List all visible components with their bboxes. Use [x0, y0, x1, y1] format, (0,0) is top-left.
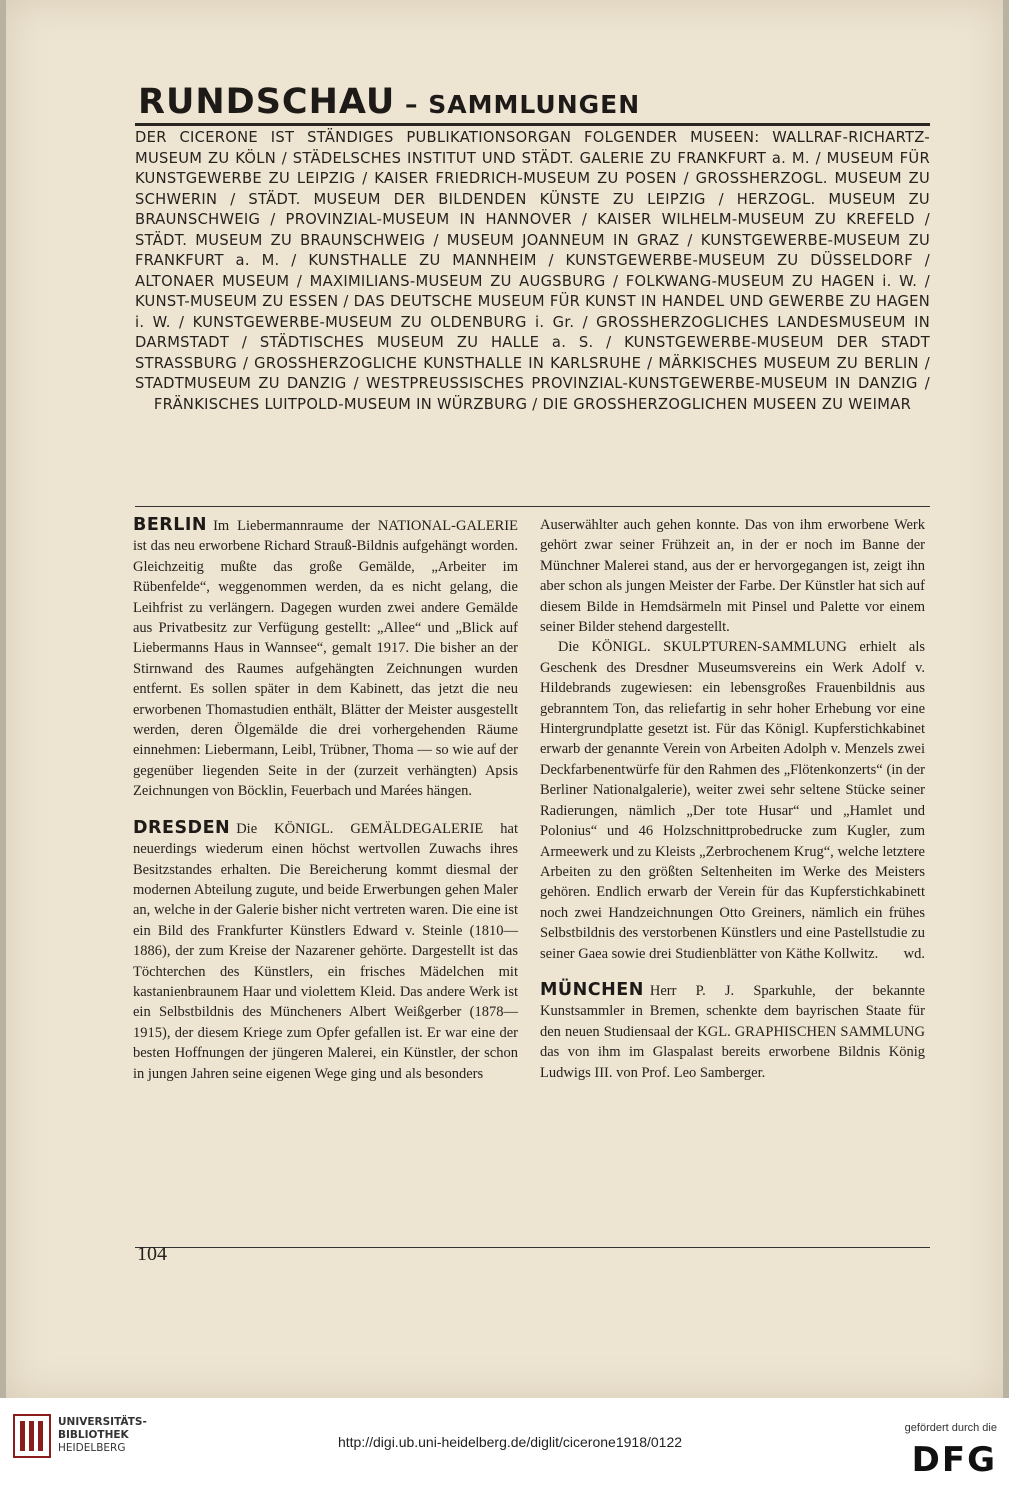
footer-bar	[0, 1398, 1009, 1486]
title-main: RUNDSCHAU	[138, 82, 396, 122]
university-library-logo-icon	[12, 1413, 52, 1459]
museum-list-intro: DER CICERONE IST STÄNDIGES PUBLIKATIONSORGAN FOLGENDER MUSEEN: WALLRAF-RICHARTZ-MUSEUM ZU KÖLN / STÄDELSCHES INSTITUT UND STÄDT. GALERIE ZU FRANKFURT a. M. / MUSEUM FÜR KUNSTGEWERBE ZU LEIPZIG / KAISER FRIEDRICH-MUSEUM ZU POSEN / GROSSHERZOGL. MUSEUM ZU SCHWERIN / STÄDT. MUSEUM DER BILDENDEN KÜNSTE ZU LEIPZIG / HERZOGL. MUSEUM ZU BRAUNSCHWEIG / PROVINZIAL-MUSEUM IN HANNOVER / KAISER WILHELM-MUSEUM ZU KREFELD / STÄDT. MUSEUM ZU BRAUNSCHWEIG / MUSEUM JOANNEUM IN GRAZ / KUNSTGEWERBE-MUSEUM ZU FRANKFURT a. M. / KUNSTHALLE ZU MANNHEIM / KUNSTGEWERBE-MUSEUM ZU DÜSSELDORF / ALTONAER MUSEUM / MAXIMILIANS-MUSEUM ZU AUGSBURG / FOLKWANG-MUSEUM ZU HAGEN i. W. / KUNST-MUSEUM ZU ESSEN / DAS DEUTSCHE MUSEUM FÜR KUNST IN HANDEL UND GEWERBE ZU HAGEN i. W. / KUNSTGEWERBE-MUSEUM ZU OLDENBURG i. Gr. / GROSSHERZOGLICHES LANDESMUSEUM IN DARMSTADT / STÄDTISCHES MUSEUM ZU HALLE a. S. / KUNSTGEWERBE-MUSEUM DER STADT STRASSBURG / GROSSHERZOGLICHE KUNSTHALLE IN KARLSRUHE / MÄRKISCHES MUSEUM ZU BERLIN / STADTMUSEUM ZU DANZIG / WESTPREUSSISCHES PROVINZIAL-KUNSTGEWERBE-MUSEUM IN DANZIG / FRÄNKISCHES LUITPOLD-MUSEUM IN WÜRZBURG / DIE GROSSHERZOGLICHEN MUSEEN ZU WEIMAR	[135, 129, 930, 413]
title-separator: –	[395, 90, 429, 119]
page-number: 104	[137, 1243, 167, 1265]
dresden-text-continued: Auserwählter auch gehen konnte. Das von ihm erworbene Werk gehört zwar seiner Frühzeit an, in der er noch im Banne der Münchner Malerei stand, aus der er hervorgegangen ist, zeigt ihn aber schon als jungen Meister der Farbe. Der Künstler hat sich auf diesem Bilde in Hemdsärmeln mit Pinsel und Palette vor einem seiner Bilder stehend dargestellt.	[540, 517, 925, 636]
library-line-1: UNIVERSITÄTS-	[58, 1416, 147, 1428]
right-column	[540, 515, 925, 1083]
title-rule	[135, 123, 930, 126]
dfg-logo: DFG	[911, 1440, 997, 1480]
section-divider	[135, 506, 930, 507]
dresden-paragraph-2	[540, 637, 925, 964]
muenchen-heading: MÜNCHEN	[540, 979, 644, 1000]
funding-caption: gefördert durch die	[904, 1422, 997, 1434]
dresden-section	[133, 818, 518, 1084]
library-line-3: HEIDELBERG	[58, 1442, 126, 1454]
dresden-paragraph-2-text: Die KÖNIGL. SKULPTUREN-SAMMLUNG erhielt als Geschenk des Dresdner Museumsvereins ein Werk Adolf v. Hildebrands zugewiesen: ein lebensgroßes Frauenbildnis aus gebranntem Ton, das reliefartig in sehr hoher Erhebung vor eine Hintergrundplatte gesetzt ist. Für das Königl. Kupferstichkabinet erwarb der genannte Verein von Arbeiten Adolph v. Menzels zwei Deckfarbenentwürfe für den Rahmen des „Flötenkonzerts“ (in der Berliner Nationalgalerie), weiter zwei sehr seltene Stücke seiner Radierungen, nämlich „Der tote Husar“ und „Hamlet und Polonius“ und 46 Holzschnittprobedrucke zum Kugler, zum Armeewerk und zu Kleists „Zerbrochenem Krug“, welche letztere Arbeiten zu den größten Seltenheiten im Werke des Meisters gehören. Endlich erwarb der Verein für das Kupferstichkabinett noch zwei Handzeichnungen Otto Greiners, nämlich ein frühes Selbstbildnis des verstorbenen Künstlers und eine Pastellstudie zu seiner Gaea sowie drei Studienblätter von Käthe Kollwitz.	[540, 639, 925, 962]
dresden-text-left: Die KÖNIGL. GEMÄLDEGALERIE hat neuerdings wiederum einen höchst wertvollen Zuwachs ihres Besitzstandes erhalten. Die Bereicherung kommt diesmal der modernen Abteilung zugute, und beide Erwerbungen gehen Maler an, welche in der Galerie bisher nicht vertreten waren. Die eine ist ein Bild des Frankfurter Künstlers Edward v. Steinle (1810—1886), der zum Kreise der Nazarener gehörte. Dargestellt ist das Töchterchen des Künstlers, ein frisches Mädelchen mit kastanienbraunem Haar und violettem Kleid. Das andere Werk ist ein Selbstbildnis des Müncheners Albert Weißgerber (1878—1915), der diesem Kriege zum Opfer gefallen ist. Er war eine der besten Hoffnungen der jüngeren Malerei, ein Künstler, der schon in jungen Jahren seine eigenen Wege ging und als besonders	[133, 820, 518, 1082]
dresden-heading: DRESDEN	[133, 817, 231, 838]
muenchen-text: Herr P. J. Sparkuhle, der bekannte Kunstsammler in Bremen, schenkte dem bayrischen Staate für den neuen Studiensaal der KGL. GRAPHISCHEN SAMMLUNG das von ihm im Glaspalast bereits erworbene Bildnis König Ludwigs III. von Prof. Leo Samberger.	[540, 982, 925, 1081]
page-title	[138, 82, 928, 122]
muenchen-section	[540, 980, 925, 1083]
left-column	[133, 515, 518, 1084]
library-name	[58, 1416, 147, 1455]
berlin-text: Im Liebermannraume der NATIONAL-GALERIE ist das neu erworbene Richard Strauß-Bildnis aufgehängt worden. Gleichzeitig mußte das große Gemälde, „Arbeiter im Rübenfelde“, weggenommen werden, da es nicht gelang, die Leihfrist zu verlängern. Dagegen wurden zwei andere Gemälde aus Privatbesitz zur Verfügung gestellt: „Allee“ und „Blick auf Liebermanns Haus in Wannsee“, gemalt 1917. Die bisher an der Stirnwand des Raumes aufgehängten Zeichnungen wurden entfernt. Es sollen später in dem Kabinett, das jetzt die neu erworbenen Thomastudien enthält, Blätter der Meister ausgestellt werden, deren Ölgemälde die drei vorhergehenden Räume einnehmen: Liebermann, Leibl, Trübner, Thoma — so wie auf der gegenüber liegenden Seite in der (zurzeit verhängten) Apsis Zeichnungen von Böcklin, Feuerbach und Marées hängen.	[133, 518, 518, 800]
library-line-2: BIBLIOTHEK	[58, 1429, 129, 1441]
permalink-url[interactable]: http://digi.ub.uni-heidelberg.de/diglit/cicerone1918/0122	[337, 1434, 683, 1450]
berlin-heading: BERLIN	[133, 515, 208, 535]
author-signature: wd.	[903, 945, 925, 962]
title-sub: SAMMLUNGEN	[428, 90, 641, 119]
bottom-rule	[135, 1247, 930, 1248]
berlin-section	[133, 515, 518, 802]
